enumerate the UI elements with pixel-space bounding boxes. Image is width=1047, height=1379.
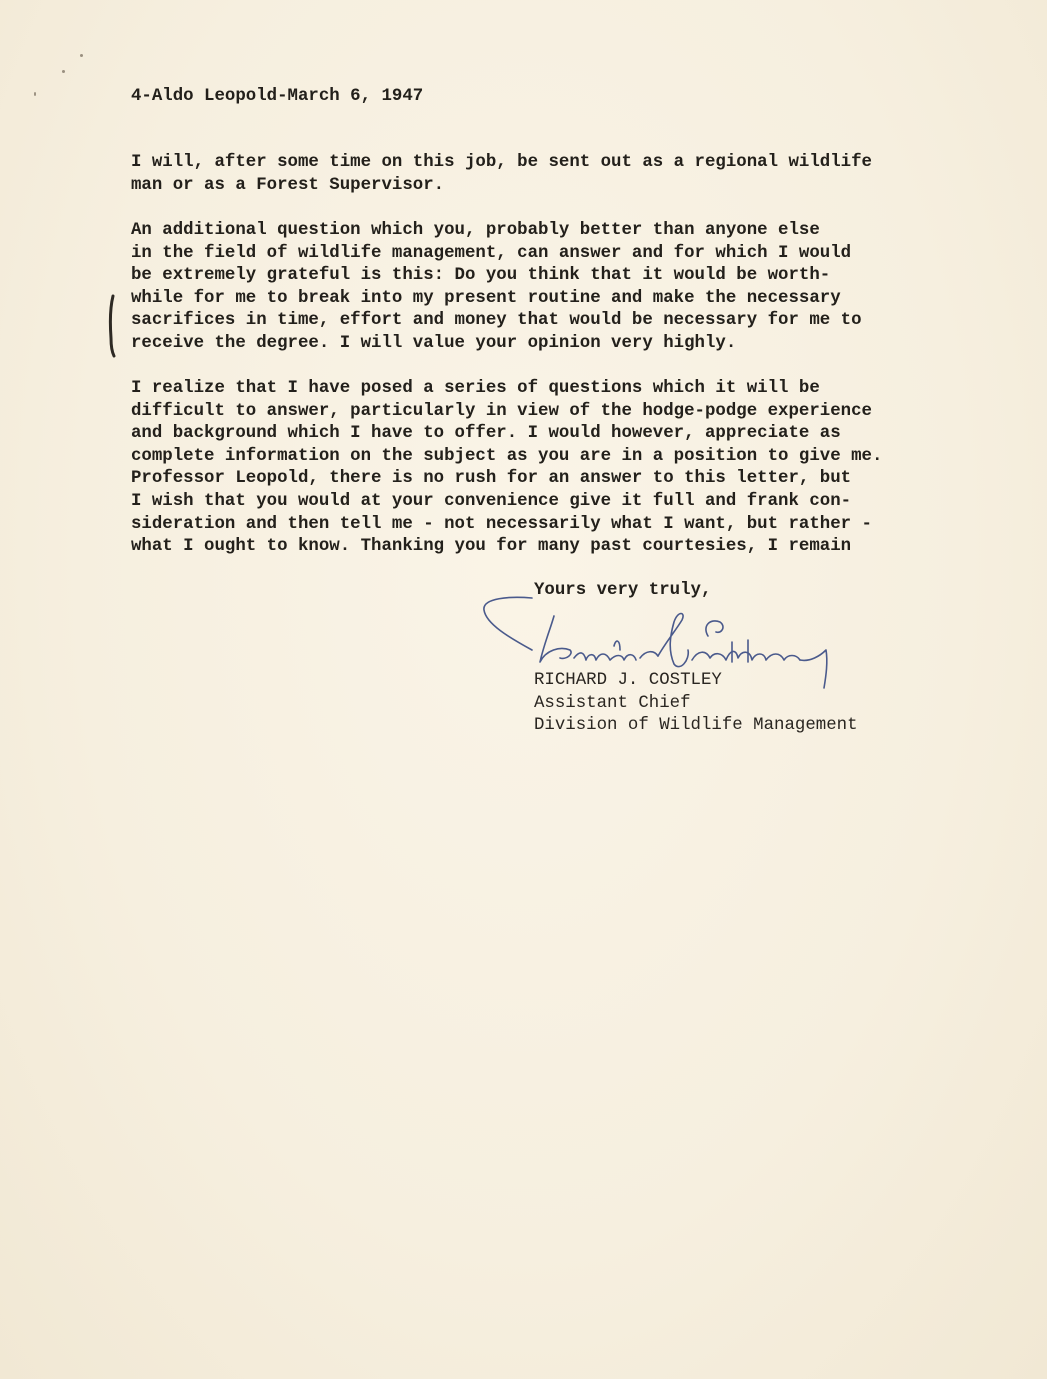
- paragraph-line: I realize that I have posed a series of questions which it will be: [131, 379, 820, 398]
- paragraph-line: be extremely grateful is this: Do you think that it would be worth-: [131, 266, 831, 286]
- paragraph-line: man or as a Forest Supervisor.: [131, 175, 445, 195]
- paragraph-3: [131, 378, 882, 559]
- paper-speck: [62, 70, 65, 73]
- paragraph-line: difficult to answer, particularly in view of the hodge-podge experience: [131, 401, 872, 421]
- paragraph-line: complete information on the subject as you are in a position to give me.: [131, 446, 883, 466]
- paragraph-line: receive the degree. I will value your opinion very highly.: [131, 333, 737, 353]
- paragraph-2: [131, 220, 862, 356]
- paragraph-line: An additional question which you, probably better than anyone else: [131, 221, 820, 240]
- paragraph-line: in the field of wildlife management, can answer and for which I would: [131, 243, 852, 263]
- signer-name: RICHARD J. COSTLEY: [534, 671, 722, 690]
- letter-heading: 4-Aldo Leopold-March 6, 1947: [131, 87, 424, 106]
- paper-speck: [80, 54, 83, 57]
- margin-bracket-mark: [104, 294, 120, 358]
- signature-block: [534, 670, 858, 738]
- signer-title: Assistant Chief: [534, 693, 691, 713]
- paragraph-line: Professor Leopold, there is no rush for an answer to this letter, but: [131, 469, 852, 489]
- paragraph-line: what I ought to know. Thanking you for many past courtesies, I remain: [131, 537, 852, 557]
- paragraph-line: I wish that you would at your convenience give it full and frank con-: [131, 491, 852, 511]
- paragraph-line: and background which I have to offer. I would however, appreciate as: [131, 424, 841, 444]
- signer-division: Division of Wildlife Management: [534, 716, 858, 736]
- paragraph-line: sideration and then tell me - not necessarily what I want, but rather -: [131, 514, 872, 534]
- paragraph-line: I will, after some time on this job, be sent out as a regional wildlife: [131, 153, 872, 172]
- paper-speck: [34, 92, 36, 96]
- paragraph-line: while for me to break into my present routine and make the necessary: [131, 288, 841, 308]
- paragraph-1: [131, 152, 872, 197]
- paragraph-line: sacrifices in time, effort and money that would be necessary for me to: [131, 311, 862, 331]
- closing-salutation: Yours very truly,: [534, 581, 712, 600]
